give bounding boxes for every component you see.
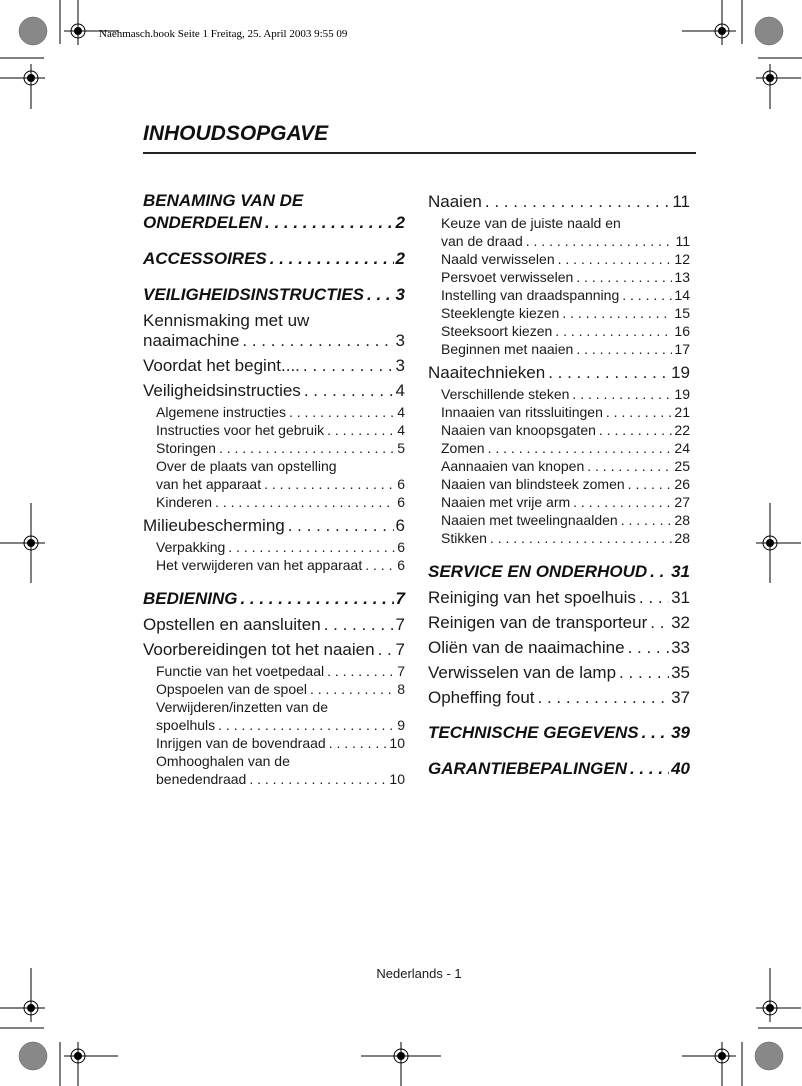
toc-entry <box>428 529 690 547</box>
toc-entry-title: ACCESSOIRES <box>143 249 267 268</box>
toc-entry-title: Voordat het begint.... <box>143 356 300 375</box>
toc-entry <box>428 493 690 511</box>
toc-entry <box>143 516 405 536</box>
toc-page-number: 6 <box>397 557 405 573</box>
toc-page-number: 9 <box>397 717 405 733</box>
toc-entry-title: Milieubescherming <box>143 516 285 535</box>
toc-page-number: 4 <box>397 422 405 438</box>
toc-entry <box>428 439 690 457</box>
dot-leader <box>596 421 673 439</box>
toc-entry <box>428 268 690 286</box>
toc-entry-title: Verpakking <box>156 539 226 555</box>
dot-leader <box>570 493 672 511</box>
toc-entry <box>143 640 405 660</box>
toc-entry-title: Naald verwisselen <box>441 251 555 267</box>
dot-leader <box>555 250 673 268</box>
dot-leader <box>523 232 674 250</box>
dot-leader <box>321 615 394 635</box>
dot-leader <box>300 356 394 376</box>
toc-entry-title: Reiniging van het spoelhuis <box>428 588 636 607</box>
toc-entry <box>143 421 405 439</box>
dot-leader <box>485 439 673 457</box>
dot-leader <box>261 475 395 493</box>
toc-page-number: 12 <box>674 251 690 267</box>
dot-leader <box>216 439 395 457</box>
toc-entry-title: Kinderen <box>156 494 213 510</box>
toc-page-number: 6 <box>395 516 405 535</box>
toc-page-number: 26 <box>674 476 690 492</box>
toc-entry-title: benedendraad <box>156 771 247 787</box>
toc-page-number: 25 <box>674 458 690 474</box>
dot-leader <box>239 331 393 351</box>
toc-entry <box>143 457 405 493</box>
dot-leader <box>618 511 673 529</box>
toc-entry-title: Naaien <box>428 192 482 211</box>
toc-entry <box>428 286 690 304</box>
toc-entry <box>428 403 690 421</box>
dot-leader <box>559 304 672 322</box>
dot-leader <box>307 680 395 698</box>
toc-entry-title: Reinigen van de transporteur <box>428 613 648 632</box>
toc-entry-title: Naaitechnieken <box>428 363 546 382</box>
dot-leader <box>636 588 669 608</box>
toc-entry <box>143 439 405 457</box>
toc-left-column <box>143 190 405 788</box>
toc-entry-title: Algemene instructies <box>156 404 286 420</box>
toc-entry <box>428 250 690 268</box>
page-title: INHOUDSOPGAVE <box>143 122 329 145</box>
toc-entry-title: Inrijgen van de bovendraad <box>156 735 326 751</box>
toc-entry <box>428 385 690 403</box>
toc-page-number: 33 <box>671 638 690 657</box>
toc-page-number: 21 <box>674 404 690 420</box>
dot-leader <box>627 758 669 780</box>
toc-page-number: 31 <box>671 588 690 607</box>
toc-entry-title: SERVICE EN ONDERHOUD <box>428 562 648 581</box>
dot-leader <box>603 403 673 421</box>
toc-page-number: 3 <box>395 331 405 350</box>
dot-leader <box>324 662 395 680</box>
dot-leader <box>647 613 669 633</box>
toc-entry-title: GARANTIEBEPALINGEN <box>428 759 627 778</box>
toc-page-number: 40 <box>671 759 690 778</box>
dot-leader <box>375 640 394 660</box>
toc-page-number: 15 <box>674 305 690 321</box>
toc-entry <box>428 688 690 708</box>
dot-leader <box>625 475 673 493</box>
dot-leader <box>616 663 669 683</box>
toc-entry-title: Naaien van knoopsgaten <box>441 422 596 438</box>
toc-entry <box>143 752 405 788</box>
toc-entry <box>428 421 690 439</box>
toc-entry-title: Naaien van blindsteek zomen <box>441 476 625 492</box>
toc-entry <box>143 356 405 376</box>
toc-page-number: 6 <box>397 494 405 510</box>
toc-entry-title: Verschillende steken <box>441 386 570 402</box>
book-slug-line: Naehmasch.book Seite 1 Freitag, 25. April 2003 9:55 09 <box>99 28 348 40</box>
toc-entry <box>143 588 405 610</box>
toc-page-number: 24 <box>674 440 690 456</box>
toc-entry <box>428 758 690 780</box>
dot-leader <box>301 381 394 401</box>
toc-entry-title: Voorbereidingen tot het naaien <box>143 640 375 659</box>
dot-leader <box>482 192 670 212</box>
toc-entry-title: Beginnen met naaien <box>441 341 574 357</box>
dot-leader <box>573 340 672 358</box>
toc-page-number: 28 <box>674 530 690 546</box>
toc-page-number: 16 <box>674 323 690 339</box>
toc-entry <box>143 403 405 421</box>
dot-leader <box>246 770 387 788</box>
dot-leader <box>639 722 669 744</box>
toc-page-number: 3 <box>395 356 405 375</box>
dot-leader <box>535 688 670 708</box>
toc-entry-title: Kennismaking met uw <box>143 311 310 330</box>
toc-page-number: 2 <box>395 249 405 268</box>
toc-entry <box>428 475 690 493</box>
toc-page-number: 10 <box>389 771 405 787</box>
toc-page-number: 37 <box>671 688 690 707</box>
toc-page-number: 4 <box>395 381 405 400</box>
toc-entry-title: van de draad <box>441 233 523 249</box>
toc-entry-title: Instelling van draadspanning <box>441 287 620 303</box>
toc-entry-title: Keuze van de juiste naald en <box>441 215 621 231</box>
dot-leader <box>362 556 395 574</box>
toc-page-number: 27 <box>674 494 690 510</box>
toc-entry-title: Storingen <box>156 440 216 456</box>
dot-leader <box>267 248 394 270</box>
toc-entry <box>143 381 405 401</box>
toc-entry <box>428 340 690 358</box>
toc-entry <box>428 613 690 633</box>
toc-entry <box>143 615 405 635</box>
toc-entry-title: Verwijderen/inzetten van de <box>156 699 328 715</box>
title-rule <box>143 152 696 154</box>
toc-page-number: 31 <box>671 562 690 581</box>
toc-entry <box>143 662 405 680</box>
toc-entry-title: Persvoet verwisselen <box>441 269 574 285</box>
toc-entry-title: Opheffing fout <box>428 688 535 707</box>
toc-entry <box>143 284 405 306</box>
dot-leader <box>285 516 394 536</box>
toc-page-number: 10 <box>389 735 405 751</box>
dot-leader <box>487 529 673 547</box>
toc-entry-title: BEDIENING <box>143 589 238 608</box>
toc-entry-title: Zomen <box>441 440 485 456</box>
toc-entry <box>428 457 690 475</box>
toc-entry-title: Veiligheidsinstructies <box>143 381 301 400</box>
toc-entry-title: BENAMING VAN DE <box>143 191 304 210</box>
page-footer: Nederlands - 1 <box>376 966 462 981</box>
toc-page-number: 35 <box>671 663 690 682</box>
toc-entry-title: Steeksoort kiezen <box>441 323 553 339</box>
toc-entry <box>428 722 690 744</box>
toc-page-number: 14 <box>674 287 690 303</box>
toc-entry <box>428 638 690 658</box>
toc-entry-title: Naaien met vrije arm <box>441 494 571 510</box>
toc-entry <box>143 311 405 351</box>
toc-entry <box>428 304 690 322</box>
toc-entry-title: VEILIGHEIDSINSTRUCTIES <box>143 285 365 304</box>
toc-entry <box>143 538 405 556</box>
toc-page-number: 7 <box>395 640 405 659</box>
dot-leader <box>215 716 395 734</box>
dot-leader <box>584 457 672 475</box>
toc-entry <box>143 190 405 234</box>
dot-leader <box>324 421 395 439</box>
toc-entry-title: Opspoelen van de spoel <box>156 681 307 697</box>
dot-leader <box>364 284 394 306</box>
toc-entry-title: Aannaaien van knopen <box>441 458 585 474</box>
toc-entry <box>428 561 690 583</box>
toc-right-column <box>428 190 690 780</box>
toc-entry <box>428 192 690 212</box>
toc-entry-title: Omhooghalen van de <box>156 753 290 769</box>
toc-entry <box>143 734 405 752</box>
toc-entry <box>143 680 405 698</box>
toc-page-number: 7 <box>395 615 405 634</box>
toc-page-number: 4 <box>397 404 405 420</box>
toc-page-number: 6 <box>397 539 405 555</box>
toc-page-number: 17 <box>674 341 690 357</box>
toc-page-number: 19 <box>671 363 690 382</box>
dot-leader <box>212 493 395 511</box>
toc-entry-title: ONDERDELEN <box>143 213 263 232</box>
toc-entry-title: TECHNISCHE GEGEVENS <box>428 723 639 742</box>
toc-page-number: 11 <box>672 192 690 211</box>
toc-entry-title: spoelhuls <box>156 717 216 733</box>
toc-entry-title: Innaaien van ritssluitingen <box>441 404 603 420</box>
toc-entry <box>428 511 690 529</box>
toc-page-number: 28 <box>674 512 690 528</box>
toc-entry <box>428 588 690 608</box>
toc-entry-title: Over de plaats van opstelling <box>156 458 337 474</box>
toc-entry-title: Verwisselen van de lamp <box>428 663 617 682</box>
toc-entry-title: Functie van het voetpedaal <box>156 663 325 679</box>
dot-leader <box>326 734 388 752</box>
dot-leader <box>225 538 395 556</box>
toc-page-number: 22 <box>674 422 690 438</box>
toc-page-number: 3 <box>395 285 405 304</box>
toc-entry-title: Instructies voor het gebruik <box>156 422 325 438</box>
toc-entry <box>428 214 690 250</box>
dot-leader <box>237 588 393 610</box>
toc-entry-title: Opstellen en aansluiten <box>143 615 321 634</box>
toc-page-number: 7 <box>395 589 405 608</box>
toc-page-number: 7 <box>397 663 405 679</box>
toc-page-number: 32 <box>671 613 690 632</box>
toc-entry <box>428 363 690 383</box>
toc-entry-title: van het apparaat <box>156 476 262 492</box>
toc-page-number: 19 <box>674 386 690 402</box>
toc-page-number: 6 <box>397 476 405 492</box>
dot-leader <box>625 638 670 658</box>
toc-entry <box>143 698 405 734</box>
toc-page-number: 2 <box>395 213 405 232</box>
toc-entry-title: Naaien met tweelingnaalden <box>441 512 618 528</box>
dot-leader <box>573 268 672 286</box>
dot-leader <box>552 322 672 340</box>
toc-page-number: 39 <box>671 723 690 742</box>
toc-entry <box>143 493 405 511</box>
toc-entry <box>428 663 690 683</box>
dot-leader <box>545 363 669 383</box>
toc-entry-title: Oliën van de naaimachine <box>428 638 625 657</box>
dot-leader <box>619 286 672 304</box>
toc-entry <box>143 248 405 270</box>
toc-entry-title: Steeklengte kiezen <box>441 305 560 321</box>
toc-page-number: 8 <box>397 681 405 697</box>
toc-page-number: 11 <box>675 233 690 249</box>
toc-page-number: 5 <box>397 440 405 456</box>
toc-entry <box>428 322 690 340</box>
toc-entry-title: naaimachine <box>143 331 240 350</box>
dot-leader <box>262 212 394 234</box>
toc-entry-title: Het verwijderen van het apparaat <box>156 557 363 573</box>
dot-leader <box>286 403 395 421</box>
toc-page-number: 13 <box>674 269 690 285</box>
dot-leader <box>647 561 669 583</box>
dot-leader <box>569 385 672 403</box>
toc-entry-title: Stikken <box>441 530 487 546</box>
toc-entry <box>143 556 405 574</box>
